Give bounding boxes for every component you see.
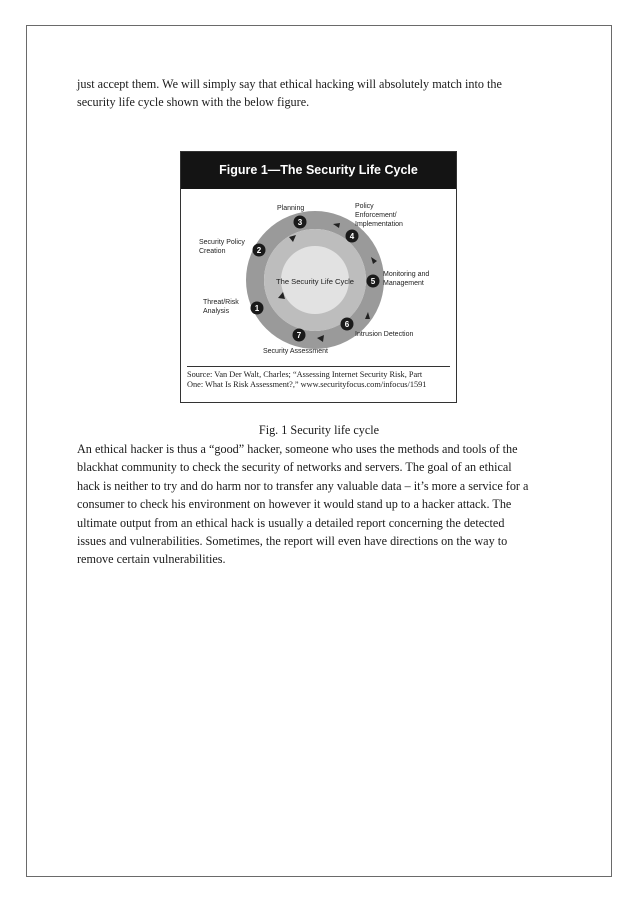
step-number: 2 (256, 246, 262, 255)
text-line: security life cycle shown with the below figure. (77, 95, 310, 110)
text-line: blackhat community to check the security of networks and servers. The goal of an ethical (77, 460, 512, 475)
text-line: consumer to check his environment on however it would stand up to a hacker attack. The (77, 497, 512, 512)
step-number: 6 (344, 320, 350, 329)
step-number: 1 (254, 304, 260, 313)
figure-caption: Fig. 1 Security life cycle (258, 423, 380, 437)
center-label: The Security Life Cycle (275, 277, 355, 286)
paragraph-ethical-hacker (77, 440, 567, 569)
step-number: 5 (370, 277, 376, 286)
figure-header: Figure 1—The Security Life Cycle (181, 152, 456, 189)
cycle-diagram (181, 152, 457, 366)
text-line: remove certain vulnerabilities. (77, 552, 226, 567)
step-number: 7 (296, 331, 302, 340)
step-1-label: Threat/Risk Analysis (203, 299, 239, 315)
step-5-label: Monitoring and Management (383, 271, 430, 287)
text-line: just accept them. We will simply say that ethical hacking will absolutely match into the (77, 77, 502, 91)
source-line: Source: Van Der Walt, Charles; “Assessing Internet Security Risk, Part (187, 370, 423, 379)
step-7-label: Security Assessment (263, 348, 328, 355)
text-line: issues and vulnerabilities. Sometimes, the report will even have directions on the way to (77, 534, 508, 549)
figure-source (187, 370, 451, 390)
step-number: 4 (349, 232, 355, 241)
security-life-cycle-figure (180, 151, 457, 403)
step-4-label: Policy Enforcement/ Implementation (355, 203, 403, 228)
text-line: ultimate output from an ethical hack is usually a detailed report concerning the detected (77, 515, 505, 530)
step-6-label: Intrusion Detection (355, 331, 414, 338)
text-line: hack is neither to try and do harm nor to transfer any valuable data – it’s more a service for a (77, 478, 529, 493)
step-2-label: Security Policy Creation (199, 239, 245, 255)
figure-divider (187, 366, 450, 367)
step-number: 3 (297, 218, 303, 227)
text-line: An ethical hacker is thus a “good” hacker, someone who uses the methods and tools of the (77, 442, 518, 456)
step-3-label: Planning (277, 205, 305, 212)
paragraph-intro (77, 75, 567, 112)
source-line: One: What Is Risk Assessment?,” www.securityfocus.com/infocus/1591 (187, 380, 427, 389)
